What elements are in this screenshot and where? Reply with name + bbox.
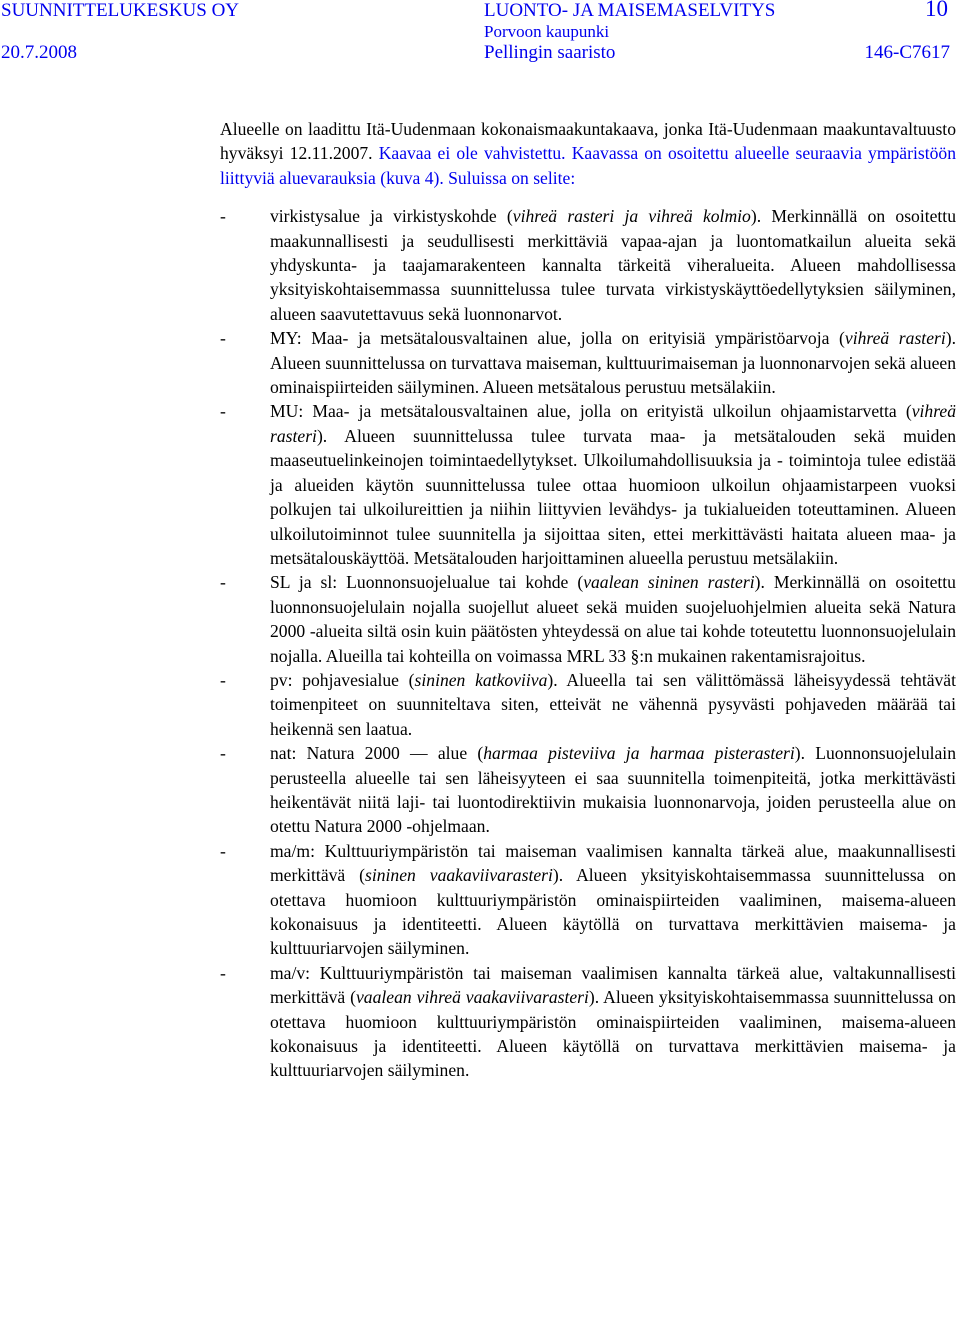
header-municipality: Porvoon kaupunki [484, 22, 610, 41]
land-use-list [220, 204, 956, 1083]
header-project-code: 146-C7617 [864, 42, 950, 63]
item-legend: vihreä rasteri ja vihreä kolmio [512, 206, 751, 227]
list-item [220, 570, 956, 668]
list-dash: - [220, 743, 226, 764]
header-area: Pellingin saaristo [484, 42, 616, 63]
list-item [220, 399, 956, 570]
item-legend: harmaa pisteviiva ja harmaa pisterasteri [483, 743, 795, 764]
item-lead: SL ja sl: Luonnonsuojelualue tai kohde ( [270, 572, 584, 593]
item-text: ). Luonnonsuojelulain perusteella alueelle tai sen läheisyyteen ei saa suunnitella toimenpiteitä, jotka merkittävästi heikentävät niitä laji- tai luontodirektiivin mukaisia luonnonarvoja, joiden perusteella alue on otettu Natura 2000 -ohjelmaan. [270, 743, 956, 837]
item-legend: vihreä rasteri [270, 401, 956, 446]
list-dash: - [220, 962, 226, 983]
intro-text-2: Kaavaa ei ole vahvistettu. [378, 143, 566, 164]
header-org: SUUNNITTELUKESKUS OY [1, 0, 240, 21]
item-legend: vaalean vihreä vaakaviivarasteri [356, 987, 589, 1008]
list-dash: - [220, 572, 226, 593]
intro-paragraph [220, 117, 956, 190]
intro-text-3: Kaavassa on osoitettu alueelle seuraavia ympäristöön liittyviä aluevarauksia (kuva 4). Suluissa on selite: [220, 143, 956, 188]
item-legend: vaalean sininen rasteri [583, 572, 755, 593]
list-dash: - [220, 669, 226, 690]
item-text: ). Merkinnällä on osoitettu luonnonsuojelulain nojalla suojellut alueet sekä muiden suojeluohjelmien alueita sekä Natura 2000 -alueita siltä osin kuin päätösten yhteydessä on alue tai kohde toteutettu luonnonsuojelulain nojalla. Alueilla tai kohteilla on voimassa MRL 33 §:n mukainen rakentamisrajoitus. [270, 572, 956, 666]
list-item [220, 741, 956, 839]
item-lead: pv: pohjavesialue ( [270, 669, 415, 690]
item-lead: virkistysalue ja virkistyskohde ( [270, 206, 513, 227]
item-text: ). Merkinnällä on osoitettu maakunnallisesti ja seudullisesti merkittäviä vapaa-ajan ja luontomatkailun alueita sekä yhdyskunta- ja taajamarakenteen kannalta tärkeitä viheralueita. Alueen mahdollisessa yksityiskohtaisemmassa suunnittelussa tulee turvata virkistyskäyttöedellytyksien säilyminen, alueen saavutettavuus sekä luonnonarvot. [270, 206, 956, 324]
page-header [0, 0, 960, 80]
item-legend: vihreä rasteri [844, 328, 946, 349]
item-legend: sininen katkoviiva [414, 669, 548, 690]
item-lead: ma/m: Kulttuuriympäristön tai maiseman vaalimisen kannalta tärkeä alue, maakunnallisesti merkittävä ( [270, 840, 956, 886]
list-item [220, 326, 956, 399]
item-text: ). Alueen suunnittelussa tulee turvata maa- ja metsätalouden sekä muiden maaseutuelinkeinojen toimintaedellytykset. Ulkoilumahdollisuuksia ja - toimintoja tulee edistää ja alueiden käytön suunnittelussa tulee ottaa huomioon ulkoilun ohjaamistarpeen vuoksi polkujen tai ulkoilureittien ja niihin liittyvien levähdys- ja tukialueiden toteuttaminen. Alueen ulkoilutoiminnot tulee suunnitella ja sijoittaa siten, ettei merkittävästi haitata alueen maa- ja metsätalouskäyttöä. Metsätalouden harjoittaminen alueella perustuu metsälakiin. [270, 425, 956, 568]
header-report-title: LUONTO- JA MAISEMASELVITYS [484, 0, 776, 21]
item-text: ). Alueen suunnittelussa on turvattava maiseman, kulttuurimaiseman ja luonnonarvojen sekä alueen ominaispiirteiden säilyminen. Alueen metsätalous perustuu metsälakiin. [270, 328, 956, 398]
list-item [220, 961, 956, 1083]
item-text: ). Alueen yksityiskohtaisemmassa suunnittelussa on otettava huomioon kulttuuriympäristön ominaispiirteiden vaaliminen, maisema-alueen kokonaisuus ja identiteetti. Alueen käytöllä on turvattava merkittävien maisema- ja kulttuuriarvojen säilyminen. [270, 865, 956, 959]
page-number: 10 [925, 0, 948, 21]
document-body [220, 117, 956, 1083]
item-lead: MY: Maa- ja metsätalousvaltainen alue, jolla on erityisiä ympäristöarvoja ( [270, 328, 845, 349]
list-item [220, 668, 956, 741]
item-lead: nat: Natura 2000 — alue ( [270, 743, 484, 764]
item-lead: ma/v: Kulttuuriympäristön tai maiseman vaalimisen kannalta tärkeä alue, valtakunnallisesti merkittävä ( [270, 962, 956, 1008]
list-item [220, 839, 956, 961]
intro-text-1: Alueelle on laadittu Itä-Uudenmaan kokonaismaakuntakaava, jonka Itä-Uudenmaan maakuntavaltuusto hyväksyi 12.11.2007. [220, 119, 956, 164]
item-legend: sininen vaakaviivarasteri [365, 865, 553, 886]
list-dash: - [220, 401, 226, 422]
item-text: ). Alueen yksityiskohtaisemmassa suunnittelussa on otettava huomioon kulttuuriympäristön ominaispiirteiden vaaliminen, maisema-alueen kokonaisuus ja identiteetti. Alueen käytöllä on turvattava merkittävien maisema- ja kulttuuriarvojen säilyminen. [270, 987, 956, 1081]
list-dash: - [220, 206, 226, 227]
item-lead: MU: Maa- ja metsätalousvaltainen alue, jolla on erityistä ulkoilun ohjaamistarvetta ( [270, 401, 912, 422]
header-date: 20.7.2008 [1, 42, 77, 63]
item-text: ). Alueella tai sen välittömässä läheisyydessä tehtävät toimenpiteet on suunniteltava siten, etteivät ne vähennä pysyvästi pohjaveden määrää tai heikennä sen laatua. [270, 669, 957, 739]
list-item [220, 204, 956, 326]
list-dash: - [220, 328, 226, 349]
list-dash: - [220, 840, 226, 861]
